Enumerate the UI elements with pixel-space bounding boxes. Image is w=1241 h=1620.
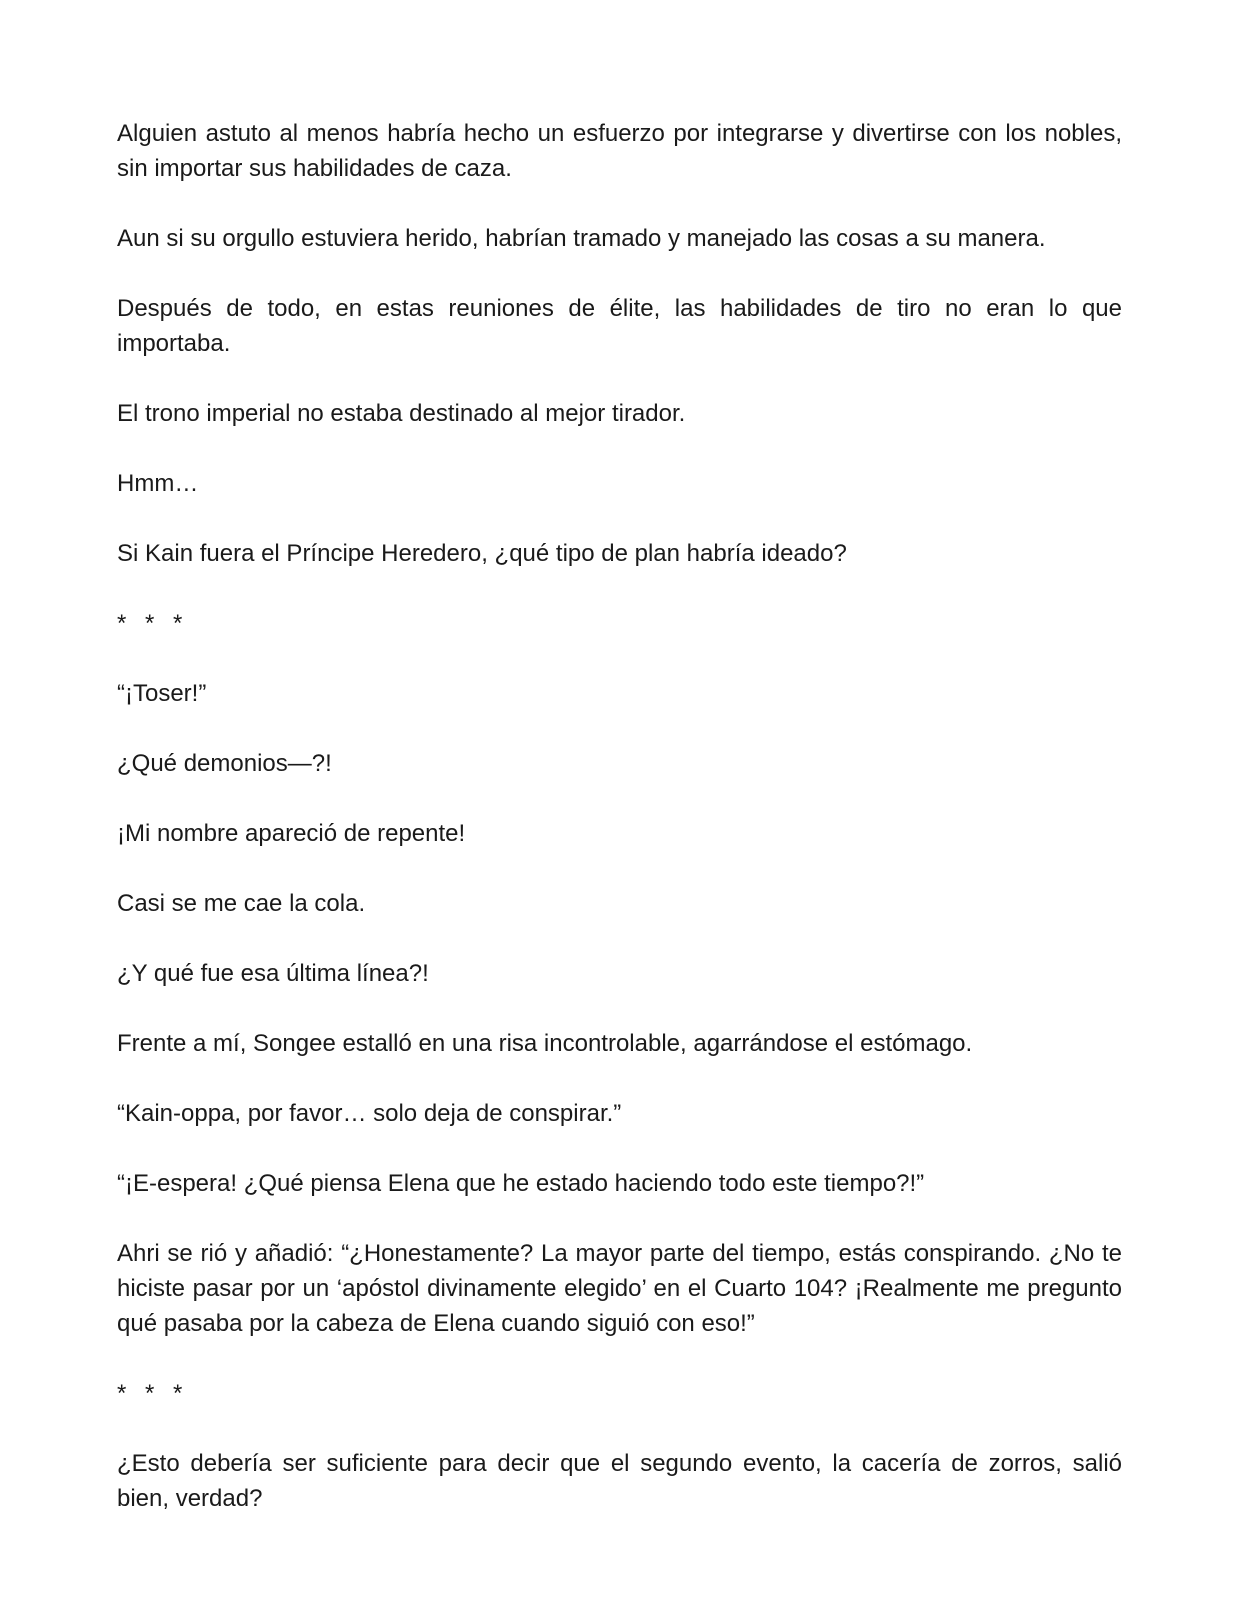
- paragraph: Aun si su orgullo estuviera herido, habrían tramado y manejado las cosas a su manera.: [117, 225, 1046, 252]
- paragraph: ¿Y qué fue esa última línea?!: [117, 960, 429, 987]
- document-page: [117, 116, 1122, 1551]
- paragraph: Si Kain fuera el Príncipe Heredero, ¿qué tipo de plan habría ideado?: [117, 540, 847, 567]
- paragraph: “¡Toser!”: [117, 680, 207, 707]
- paragraph: “¡E-espera! ¿Qué piensa Elena que he estado haciendo todo este tiempo?!”: [117, 1170, 925, 1197]
- paragraph: Hmm…: [117, 470, 199, 497]
- paragraph: Alguien astuto al menos habría hecho un esfuerzo por integrarse y divertirse con los nobles, sin importar sus habilidades de caza.: [117, 120, 1122, 182]
- paragraph: Frente a mí, Songee estalló en una risa incontrolable, agarrándose el estómago.: [117, 1030, 973, 1057]
- paragraph: ¿Qué demonios—?!: [117, 750, 332, 777]
- scene-separator: * * *: [117, 1380, 189, 1407]
- scene-separator: * * *: [117, 610, 189, 637]
- paragraph: El trono imperial no estaba destinado al mejor tirador.: [117, 400, 686, 427]
- paragraph: Casi se me cae la cola.: [117, 890, 366, 917]
- paragraph: Ahri se rió y añadió: “¿Honestamente? La mayor parte del tiempo, estás conspirando. ¿No te hiciste pasar por un ‘apóstol divinamente elegido’ en el Cuarto 104? ¡Realmente me pregunto qué pasaba por la cabeza de Elena cuando siguió con eso!”: [117, 1240, 1122, 1337]
- paragraph: “Kain-oppa, por favor… solo deja de conspirar.”: [117, 1100, 622, 1127]
- paragraph: Después de todo, en estas reuniones de élite, las habilidades de tiro no eran lo que importaba.: [117, 295, 1122, 357]
- paragraph: ¿Esto debería ser suficiente para decir que el segundo evento, la cacería de zorros, salió bien, verdad?: [117, 1450, 1122, 1512]
- paragraph: ¡Mi nombre apareció de repente!: [117, 820, 466, 847]
